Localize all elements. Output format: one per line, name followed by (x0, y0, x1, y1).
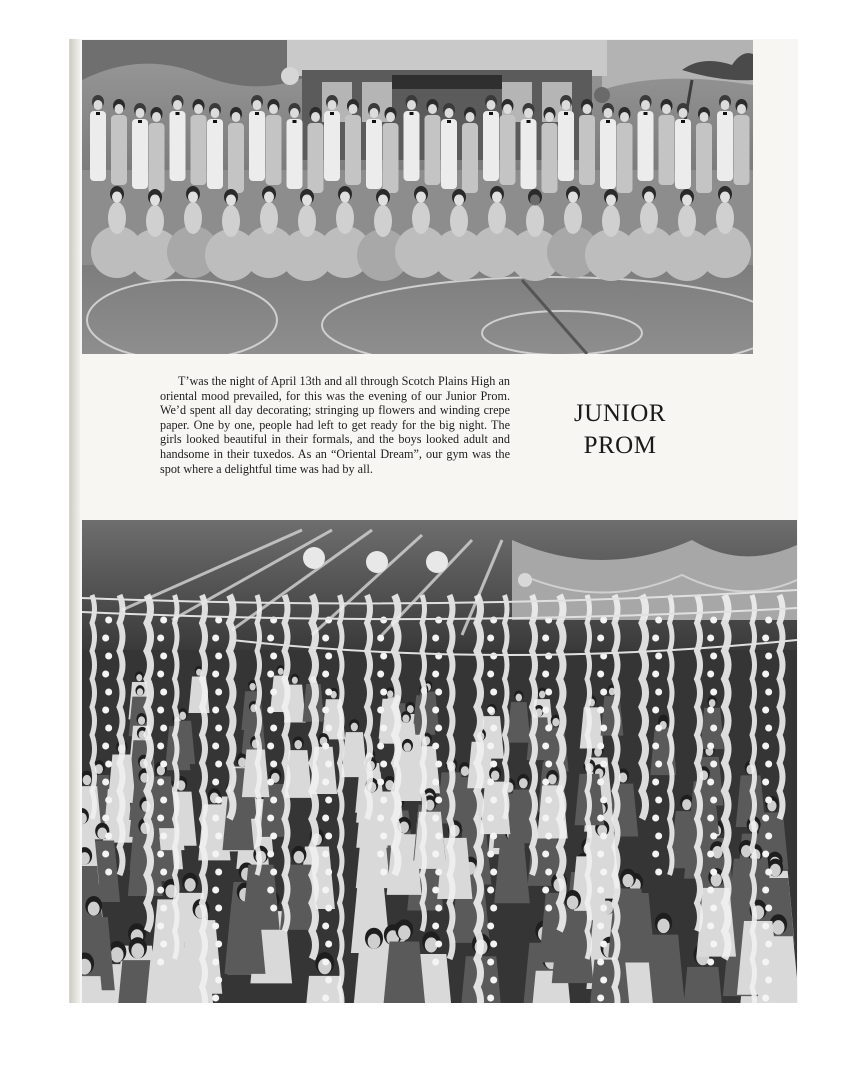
page-binding-shadow (70, 39, 80, 1003)
page-heading (568, 398, 672, 462)
group-portrait-photo (82, 40, 753, 354)
heading-line-prom: PROM (583, 432, 657, 459)
heading-line-junior: JUNIOR (574, 400, 666, 427)
dance-floor-illustration (82, 520, 797, 1003)
group-portrait-illustration (82, 40, 753, 354)
prom-story-paragraph: T’was the night of April 13th and all through Scotch Plains High an oriental mood prevailed, for this was the evening of our Junior Prom. We’d spent all day decorating; stringing up flowers and winding crepe paper. One by one, people had left to get ready for the big night. The girls looked beautiful in their formals, and the boys looked adult and handsome in their tuxedos. As an “Oriental Dream”, our gym was the spot where a delightful time was had by all. (160, 374, 510, 476)
dance-floor-photo (82, 520, 797, 1003)
